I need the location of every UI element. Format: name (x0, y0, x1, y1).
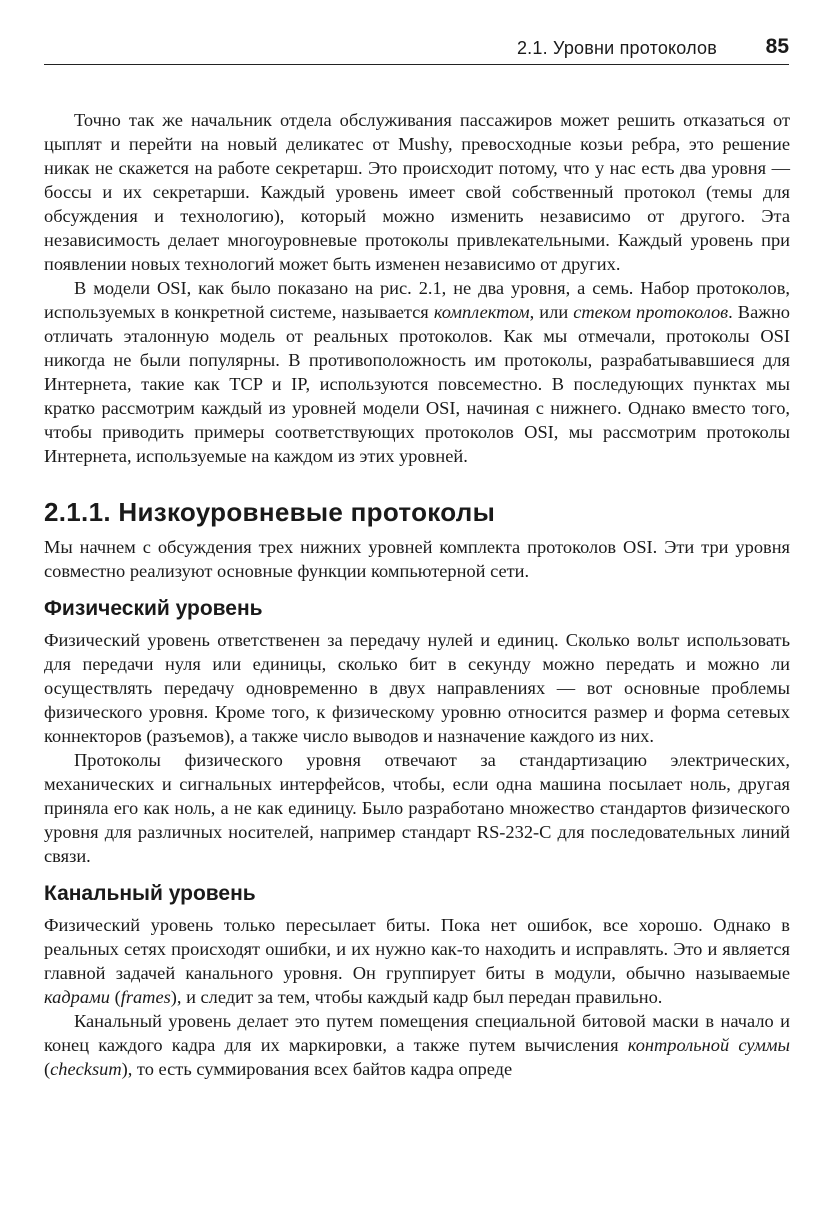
term-emphasis: кадрами (44, 987, 110, 1007)
term-emphasis: контрольной суммы (627, 1035, 790, 1055)
text-run: В модели OSI, как было показано на рис. 2.1, не два уровня, а семь. Набор протоколов, используемых в конкретной системе, называется (44, 278, 790, 322)
paragraph (44, 276, 790, 468)
page-number: 85 (765, 35, 789, 58)
page-body (44, 108, 790, 1081)
text-run: , или (529, 302, 574, 322)
text-run: ), и следит за тем, чтобы каждый кадр был передан правильно. (170, 987, 663, 1007)
text-run: . Важно отличать эталонную модель от реальных протоколов. Как мы отмечали, протоколы OSI никогда не были популярны. В противоположность им протоколы, разрабатывавшиеся для Интернета, такие как TCP и IP, используются повсеместно. В последующих пунктах мы кратко рассмотрим каждый из уровней модели OSI, начиная с нижнего. Однако вместо того, чтобы приводить примеры соответствующих протоколов OSI, мы рассмотрим протоколы Интернета, используемые на каждом из этих уровней. (44, 302, 790, 466)
running-head-title: 2.1. Уровни протоколов (516, 38, 717, 58)
paragraph: Физический уровень ответственен за передачу нулей и единиц. Сколько вольт использовать для передачи нуля или единицы, сколько бит в секунду можно передать и можно ли осуществлять передачу одновременно в двух направлениях — вот основные проблемы физического уровня. Кроме того, к физическому уровню относится размер и форма сетевых коннекторов (разъемов), а также число выводов и назначение каждого из них. (44, 630, 790, 746)
text-run: ( (109, 987, 121, 1007)
term-emphasis: стеком протоколов (573, 302, 729, 322)
paragraph (44, 913, 790, 1009)
text-run: Канальный уровень делает это путем помещения специальной битовой маски в начало и конец каждого кадра для их маркировки, а также путем вычисления (44, 1011, 790, 1055)
paragraph: Точно так же начальник отдела обслуживания пассажиров может решить отказаться от цыплят и перейти на новый деликатес от Mushy, превосходные козьи ребра, это решение никак не скажется на работе секретарш. Это происходит потому, что у нас есть два уровня — боссы и их секретарши. Каждый уровень имеет свой собственный протокол (темы для обсуждения и технологию), который можно изменить независимо от другого. Эта независимость делает многоуровневые протоколы привлекательными. Каждый уровень при появлении новых технологий может быть изменен независимо от других. (44, 110, 790, 274)
paragraph: Мы начнем с обсуждения трех нижних уровней комплекта протоколов OSI. Эти три уровня совместно реализуют основные функции компьютерной сети. (44, 537, 790, 581)
text-run: ( (44, 1059, 51, 1079)
running-head (44, 35, 789, 65)
paragraph: Протоколы физического уровня отвечают за стандартизацию электрических, механических и сигнальных интерфейсов, чтобы, если одна машина посылает ноль, другая приняла его как ноль, а не как единицу. Было разработано множество стандартов физического уровня для различных носителей, например стандарт RS-232-C для последовательных линий связи. (44, 750, 790, 866)
section-heading: 2.1.1. Низкоуровневые протоколы (44, 497, 496, 527)
paragraph (44, 1009, 790, 1081)
term-emphasis: checksum (50, 1059, 122, 1079)
subsection-heading-physical: Физический уровень (44, 597, 263, 620)
text-run: ), то есть суммирования всех байтов кадра опреде (121, 1059, 513, 1079)
text-run: Физический уровень только пересылает биты. Пока нет ошибок, все хорошо. Однако в реальных сетях происходят ошибки, и их нужно как-то находить и исправлять. Это и является главной задачей канального уровня. Он группирует биты в модули, обычно называемые (44, 915, 790, 983)
subsection-heading-datalink: Канальный уровень (44, 882, 256, 905)
term-emphasis: комплектом (433, 302, 530, 322)
term-emphasis: frames (120, 987, 171, 1007)
